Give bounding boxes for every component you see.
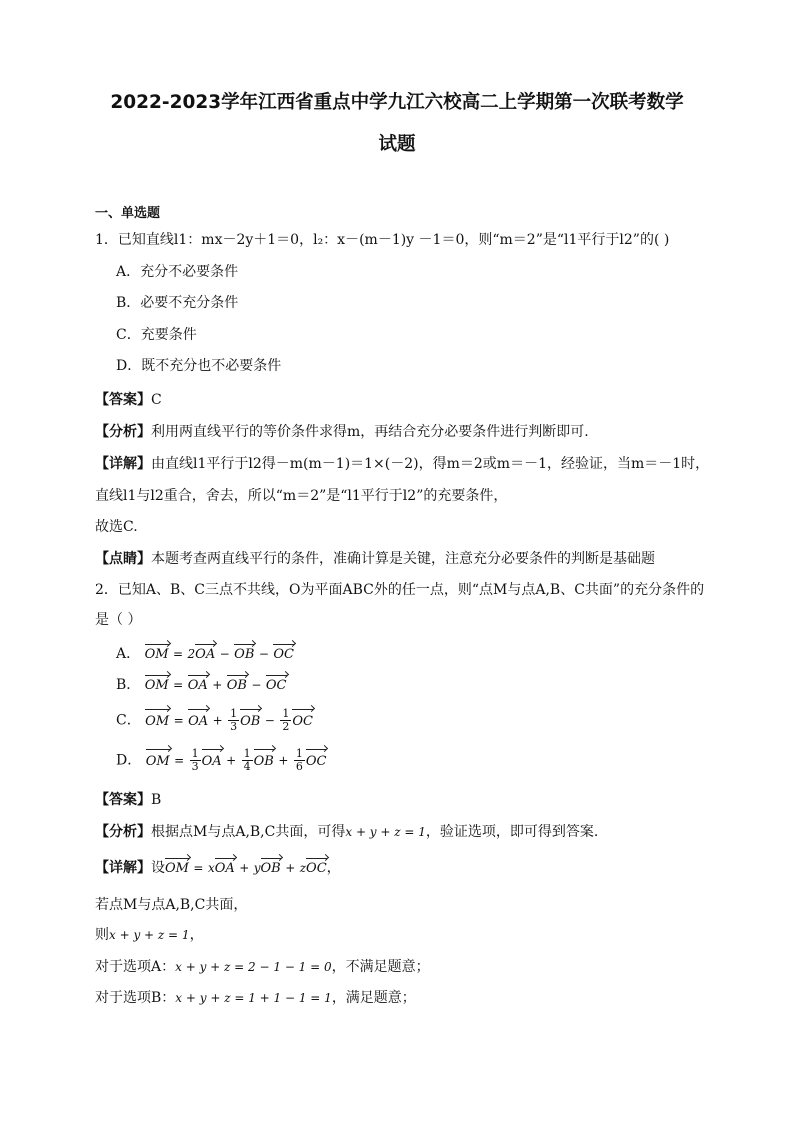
- q2-option-a: A． OM = 2OA − OB − OC: [116, 644, 294, 665]
- q2-check-a: 对于选项A：x + y + z = 2 − 1 − 1 = 0，不满足题意；: [95, 959, 430, 975]
- vector-ob: OB: [234, 645, 254, 665]
- doc-title-line2: 试题: [378, 134, 416, 155]
- vector-oa: OA: [188, 676, 208, 696]
- q1-detail-2: 直线l1与l2重合，舍去，所以“m＝2”是“l1平行于l2”的充要条件，: [95, 488, 508, 504]
- fraction-one-sixth: $\frac{1}{6}$: [295, 747, 303, 773]
- q2-stem-2: 是（ ）: [95, 612, 142, 628]
- q1-option-c: C．充要条件: [116, 327, 197, 343]
- q1-option-d: D．既不充分也不必要条件: [116, 358, 282, 374]
- detail-text: 由直线l1平行于l2得－m(m－1)＝1×(－2)，得m＝2或m＝－1，经验证，当m＝－1时，: [151, 456, 710, 472]
- vector-ob: OB: [240, 710, 260, 734]
- vector-om: OM: [145, 676, 169, 696]
- vector-oa: OA: [188, 710, 208, 734]
- detail-tag: 【详解】: [95, 860, 151, 876]
- vector-oc: OC: [306, 859, 327, 879]
- fraction-one-fourth: $\frac{1}{4}$: [243, 747, 251, 773]
- vector-om: OM: [145, 710, 169, 734]
- q2-then-line: 则x + y + z = 1，: [95, 927, 204, 943]
- analysis-tag: 【分析】: [95, 424, 151, 440]
- q1-comment: [95, 549, 655, 569]
- q2-detail: 【详解】设OM = xOA + yOB + zOC，: [95, 858, 341, 879]
- q2-option-c: C． OM = OA + $\frac{1}{3}$ OB − $\frac{1}{2}$ OC: [116, 707, 313, 733]
- section-heading: 一、单选题: [95, 206, 161, 221]
- vector-oc: OC: [292, 710, 313, 734]
- q1-stem: 1．已知直线l1：mx－2y＋1＝0，l₂：x－(m－1)y －1＝0，则“m＝2”是“l1平行于l2”的( ): [95, 232, 670, 248]
- comment-text: 本题考查两直线平行的条件，准确计算是关键，注意充分必要条件的判断是基础题: [151, 551, 655, 567]
- q1-analysis: [95, 422, 589, 442]
- vector-oa: OA: [202, 750, 222, 774]
- q2-stem-1: 2．已知A、B、C三点不共线，O为平面ABC外的任一点，则“点M与点A,B、C共面”的充分条件的: [95, 582, 705, 598]
- vector-ob: OB: [261, 859, 281, 879]
- q2-option-b: B． OM = OA + OB − OC: [116, 675, 287, 696]
- vector-oa: OA: [215, 859, 235, 879]
- doc-title-line1: 2022-2023学年江西省重点中学九江六校高二上学期第一次联考数学: [110, 92, 684, 113]
- vector-ob: OB: [254, 750, 274, 774]
- analysis-text: 利用两直线平行的等价条件求得m，再结合充分必要条件进行判断即可.: [151, 424, 589, 440]
- answer-value: C: [151, 392, 162, 408]
- vector-om: OM: [165, 859, 189, 879]
- vector-ob: OB: [227, 676, 247, 696]
- vector-oc: OC: [306, 750, 327, 774]
- detail-tag: 【详解】: [95, 456, 151, 472]
- q2-check-b: 对于选项B：x + y + z = 1 + 1 − 1 = 1，满足题意；: [95, 990, 416, 1006]
- q1-answer: [95, 390, 162, 410]
- fraction-one-third: $\frac{1}{3}$: [191, 747, 199, 773]
- q2-option-d: D． OM = $\frac{1}{3}$ OA + $\frac{1}{4}$ OB + $\frac{1}{6}$ OC: [116, 747, 327, 773]
- vector-om: OM: [145, 645, 169, 665]
- answer-tag: 【答案】: [95, 792, 151, 808]
- fraction-one-half: $\frac{1}{2}$: [282, 707, 290, 733]
- analysis-tag: 【分析】: [95, 824, 151, 840]
- vector-oa: OA: [195, 645, 215, 665]
- q2-analysis: 【分析】根据点M与点A,B,C共面，可得x + y + z = 1，验证选项，即可得到答案.: [95, 824, 599, 840]
- q1-option-b: B．必要不充分条件: [116, 295, 239, 311]
- vector-oc: OC: [273, 645, 294, 665]
- vector-om: OM: [146, 750, 170, 774]
- q2-answer: [95, 790, 161, 810]
- q1-detail-3: 故选C.: [95, 519, 138, 535]
- q1-option-a: A．充分不必要条件: [116, 264, 239, 280]
- fraction-one-third: $\frac{1}{3}$: [230, 707, 238, 733]
- comment-tag: 【点睛】: [95, 551, 151, 567]
- q1-detail-1: [95, 454, 709, 474]
- answer-tag: 【答案】: [95, 392, 151, 408]
- answer-value: B: [151, 792, 162, 808]
- vector-oc: OC: [266, 676, 287, 696]
- q2-coplanar-line: 若点M与点A,B,C共面，: [95, 897, 248, 913]
